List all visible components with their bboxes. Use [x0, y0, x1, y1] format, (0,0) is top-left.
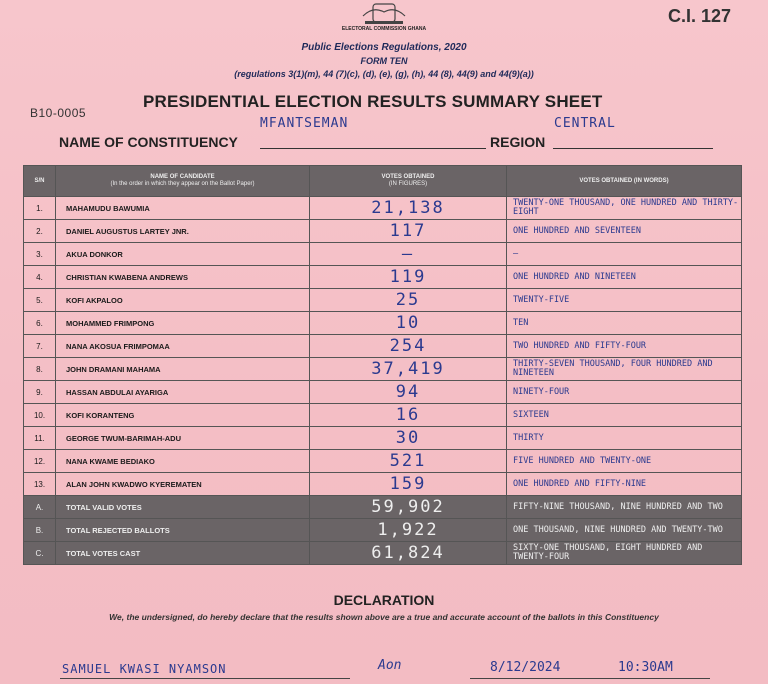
declaration-date: 8/12/2024: [490, 660, 561, 675]
votes-figures: 119: [310, 266, 507, 289]
row-sn: A.: [24, 496, 56, 519]
table-header-row: [24, 166, 742, 197]
regulations-reference: (regulations 3(1)(m), 44 (7)(c), (d), (e), (g), (h), 44 (8), 44(9) and 44(9)(a)): [234, 69, 534, 79]
candidate-name: KOFI KORANTENG: [56, 404, 310, 427]
votes-words: SIXTY-ONE THOUSAND, EIGHT HUNDRED AND TWENTY-FOUR: [507, 542, 742, 565]
votes-words: NINETY-FOUR: [507, 381, 742, 404]
votes-figures: 25: [310, 289, 507, 312]
candidate-name: CHRISTIAN KWABENA ANDREWS: [56, 266, 310, 289]
col-figures-header: [310, 166, 507, 197]
signatory-name: SAMUEL KWASI NYAMSON: [62, 662, 227, 676]
candidate-name: GEORGE TWUM-BARIMAH-ADU: [56, 427, 310, 450]
constituency-line: [260, 148, 486, 149]
table-row: [24, 335, 742, 358]
votes-figures: 1,922: [310, 519, 507, 542]
votes-words: TWO HUNDRED AND FIFTY-FOUR: [507, 335, 742, 358]
votes-words: TWENTY-ONE THOUSAND, ONE HUNDRED AND THIRTY-EIGHT: [507, 197, 742, 220]
votes-words: FIFTY-NINE THOUSAND, NINE HUNDRED AND TWO: [507, 496, 742, 519]
candidate-name: NANA AKOSUA FRIMPOMAA: [56, 335, 310, 358]
row-sn: 3.: [24, 243, 56, 266]
coat-of-arms-icon: [355, 2, 413, 26]
row-sn: 5.: [24, 289, 56, 312]
table-row: [24, 450, 742, 473]
table-row: [24, 243, 742, 266]
form-number: C.I. 127: [668, 6, 732, 26]
votes-words: THIRTY-SEVEN THOUSAND, FOUR HUNDRED AND NINETEEN: [507, 358, 742, 381]
votes-figures: 159: [310, 473, 507, 496]
row-sn: 6.: [24, 312, 56, 335]
col-figures-title: VOTES OBTAINED: [381, 174, 435, 180]
table-row: [24, 404, 742, 427]
table-row: [24, 473, 742, 496]
row-sn: 2.: [24, 220, 56, 243]
col-sn-header: S/N: [24, 166, 56, 197]
candidate-name: MAHAMUDU BAWUMIA: [56, 197, 310, 220]
votes-words: ONE HUNDRED AND SEVENTEEN: [507, 220, 742, 243]
constituency-label: NAME OF CONSTITUENCY: [59, 134, 238, 150]
votes-figures: 117: [310, 220, 507, 243]
row-sn: 13.: [24, 473, 56, 496]
constituency-value: MFANTSEMAN: [260, 116, 349, 131]
votes-words: FIVE HUNDRED AND TWENTY-ONE: [507, 450, 742, 473]
declaration-text: We, the undersigned, do hereby declare that the results shown above are a true and accurate account of the ballots in this Constituency: [109, 612, 659, 622]
row-sn: 12.: [24, 450, 56, 473]
votes-figures: 94: [310, 381, 507, 404]
col-figures-subtitle: (IN FIGURES): [388, 181, 428, 187]
votes-figures: 254: [310, 335, 507, 358]
row-sn: 1.: [24, 197, 56, 220]
table-row: [24, 220, 742, 243]
votes-figures: 21,138: [310, 197, 507, 220]
votes-words: TEN: [507, 312, 742, 335]
table-row: [24, 266, 742, 289]
region-value: CENTRAL: [554, 116, 616, 131]
votes-figures: 61,824: [310, 542, 507, 565]
sheet-code: B10-0005: [30, 106, 87, 120]
results-table: [23, 165, 742, 565]
table-row: [24, 427, 742, 450]
row-sn: 8.: [24, 358, 56, 381]
candidate-name: MOHAMMED FRIMPONG: [56, 312, 310, 335]
candidate-name: TOTAL VOTES CAST: [56, 542, 310, 565]
votes-words: TWENTY-FIVE: [507, 289, 742, 312]
candidate-name: HASSAN ABDULAI AYARIGA: [56, 381, 310, 404]
table-row: [24, 312, 742, 335]
declaration-title: DECLARATION: [333, 592, 435, 608]
date-time-line: [470, 678, 710, 679]
col-name-subtitle: (In the order in which they appear on the Ballot Paper): [110, 181, 255, 187]
candidate-name: AKUA DONKOR: [56, 243, 310, 266]
votes-words: SIXTEEN: [507, 404, 742, 427]
votes-figures: —: [310, 243, 507, 266]
signatory-line: [60, 678, 350, 679]
signature: Aon: [378, 658, 402, 673]
form-name: FORM TEN: [360, 56, 408, 66]
votes-figures: 30: [310, 427, 507, 450]
candidate-name: TOTAL VALID VOTES: [56, 496, 310, 519]
candidate-name: DANIEL AUGUSTUS LARTEY JNR.: [56, 220, 310, 243]
row-sn: 9.: [24, 381, 56, 404]
votes-figures: 521: [310, 450, 507, 473]
candidate-name: ALAN JOHN KWADWO KYEREMATEN: [56, 473, 310, 496]
table-row: [24, 358, 742, 381]
row-sn: 10.: [24, 404, 56, 427]
candidate-name: NANA KWAME BEDIAKO: [56, 450, 310, 473]
row-sn: 11.: [24, 427, 56, 450]
regulation-title: Public Elections Regulations, 2020: [301, 42, 467, 53]
table-row: [24, 197, 742, 220]
total-row: [24, 542, 742, 565]
col-words-header: VOTES OBTAINED (IN WORDS): [507, 166, 742, 197]
row-sn: 4.: [24, 266, 56, 289]
votes-figures: 37,419: [310, 358, 507, 381]
votes-figures: 16: [310, 404, 507, 427]
declaration-time: 10:30AM: [618, 660, 673, 675]
row-sn: B.: [24, 519, 56, 542]
candidate-name: KOFI AKPALOO: [56, 289, 310, 312]
col-name-title: NAME OF CANDIDATE: [150, 174, 215, 180]
sheet-title: PRESIDENTIAL ELECTION RESULTS SUMMARY SHEET: [143, 92, 603, 111]
row-sn: C.: [24, 542, 56, 565]
table-row: [24, 381, 742, 404]
votes-figures: 59,902: [310, 496, 507, 519]
row-sn: 7.: [24, 335, 56, 358]
votes-figures: 10: [310, 312, 507, 335]
total-row: [24, 519, 742, 542]
votes-words: ONE HUNDRED AND NINETEEN: [507, 266, 742, 289]
votes-words: —: [507, 243, 742, 266]
col-name-header: [56, 166, 310, 197]
candidate-name: TOTAL REJECTED BALLOTS: [56, 519, 310, 542]
total-row: [24, 496, 742, 519]
region-label: REGION: [490, 134, 546, 150]
votes-words: THIRTY: [507, 427, 742, 450]
candidate-name: JOHN DRAMANI MAHAMA: [56, 358, 310, 381]
commission-name: ELECTORAL COMMISSION GHANA: [341, 26, 427, 32]
votes-words: ONE HUNDRED AND FIFTY-NINE: [507, 473, 742, 496]
region-line: [553, 148, 713, 149]
votes-words: ONE THOUSAND, NINE HUNDRED AND TWENTY-TWO: [507, 519, 742, 542]
table-row: [24, 289, 742, 312]
